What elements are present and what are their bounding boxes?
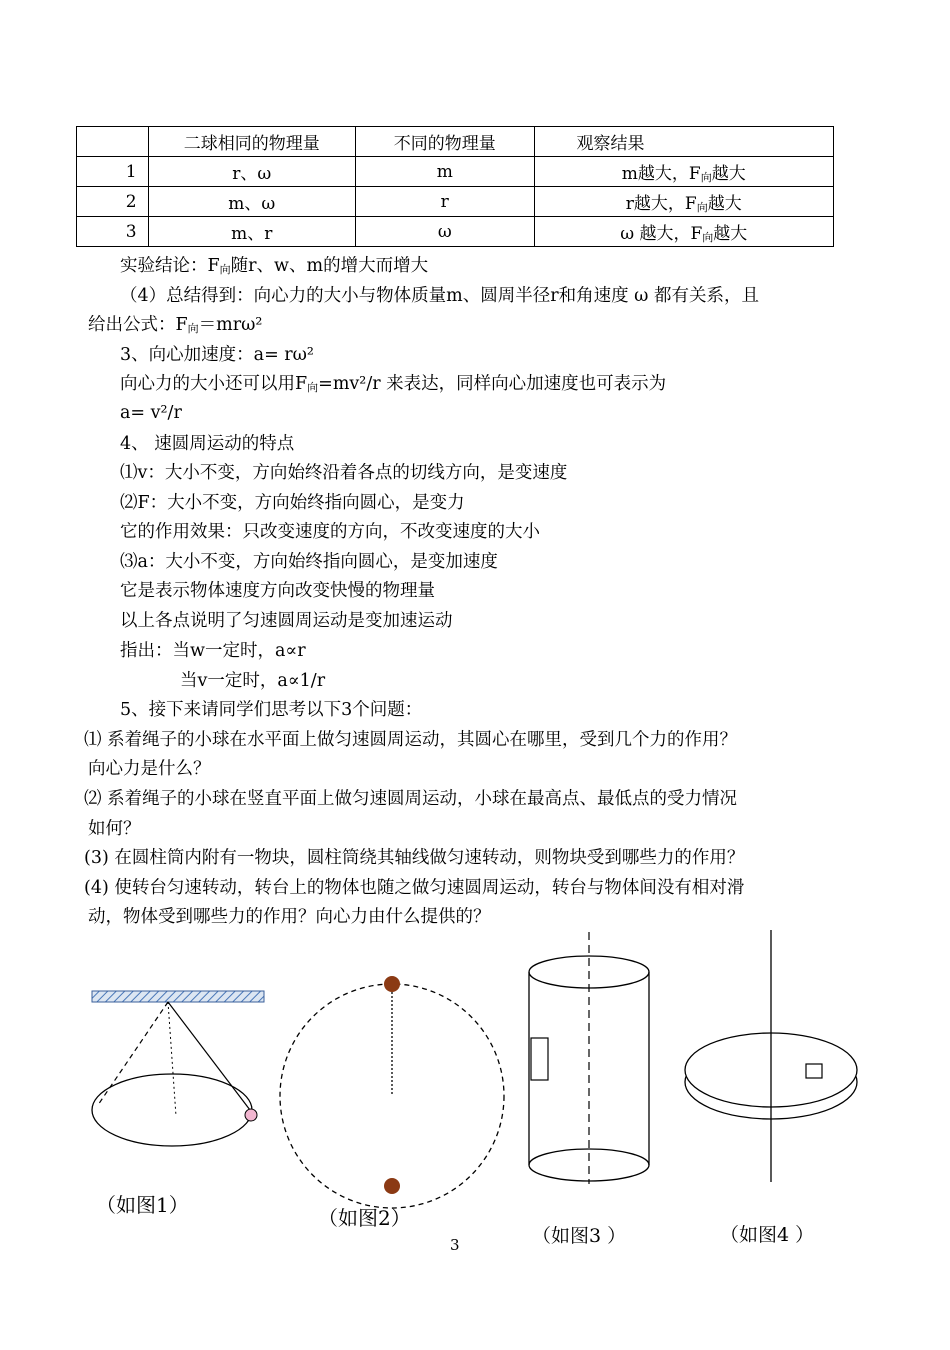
question-4: (4) 使转台匀速转动，转台上的物体也随之做匀速圆周运动，转台与物体间没有相对滑 xyxy=(84,878,745,898)
point-acceleration: ⑶a：大小不变，方向始终指向圆心，是变加速度 xyxy=(120,552,498,572)
block xyxy=(531,1038,548,1080)
table-row xyxy=(77,187,834,217)
rope-dashed xyxy=(98,1002,168,1105)
table-row xyxy=(77,217,834,247)
note-v-constant: 当v一定时，a∝1/r xyxy=(180,671,326,691)
point-force: ⑵F：大小不变，方向始终指向圆心，是变力 xyxy=(120,493,465,513)
figure-1-conical-pendulum xyxy=(92,991,264,1146)
figure-4-turntable xyxy=(685,930,857,1182)
note-omega-constant: 指出：当w一定时，a∝r xyxy=(120,641,306,661)
result-cell: m越大，$F_向$越大 xyxy=(534,157,833,187)
experiment-conclusion: 实验结论：$F_向$随r、w、m的增大而增大 xyxy=(120,256,429,276)
rope xyxy=(168,1002,250,1110)
row-number: 1 xyxy=(77,157,149,187)
different-quantity-cell: ω xyxy=(355,217,534,247)
figure-3-caption: （如图3 ） xyxy=(532,1225,627,1247)
ball-bottom xyxy=(384,1178,400,1194)
same-quantity-cell: r、ω xyxy=(148,157,355,187)
question-4-cont: 动，物体受到哪些力的作用？向心力由什么提供的？ xyxy=(88,907,491,927)
table-header-cell: 观察结果 xyxy=(534,127,833,157)
centripetal-acceleration-heading: 3、向心加速度：a= rω² xyxy=(120,345,314,365)
figure-2-vertical-circle xyxy=(280,976,504,1208)
figure-3-cylinder xyxy=(529,932,649,1184)
row-number: 3 xyxy=(77,217,149,247)
row-number: 2 xyxy=(77,187,149,217)
figure-4-caption: （如图4 ） xyxy=(720,1224,815,1246)
ball-top xyxy=(384,976,400,992)
same-quantity-cell: m、r xyxy=(148,217,355,247)
force-effect: 它的作用效果：只改变速度的方向，不改变速度的大小 xyxy=(120,522,540,542)
ceiling-mount xyxy=(92,991,264,1002)
different-quantity-cell: r xyxy=(355,187,534,217)
result-cell: ω 越大，$F_向$越大 xyxy=(534,217,833,247)
question-2-cont: 如何？ xyxy=(88,819,141,839)
acceleration-meaning: 它是表示物体速度方向改变快慢的物理量 xyxy=(120,581,435,601)
question-3: (3) 在圆柱筒内附有一物块，圆柱筒绕其轴线做匀速转动，则物块受到哪些力的作用？ xyxy=(84,848,745,868)
motion-summary: 以上各点说明了匀速圆周运动是变加速运动 xyxy=(120,611,453,631)
observation-table xyxy=(76,126,834,247)
table-header-row xyxy=(77,127,834,157)
page-number: 3 xyxy=(450,1236,460,1254)
table-header-cell: 不同的物理量 xyxy=(355,127,534,157)
question-2: ⑵ 系着绳子的小球在竖直平面上做匀速圆周运动，小球在最高点、最低点的受力情况 xyxy=(84,789,738,809)
table-header-cell: 二球相同的物理量 xyxy=(148,127,355,157)
different-quantity-cell: m xyxy=(355,157,534,187)
point-velocity: ⑴v：大小不变，方向始终沿着各点的切线方向，是变速度 xyxy=(120,463,568,483)
circular-path xyxy=(92,1074,252,1146)
figure-1-caption: （如图1） xyxy=(96,1193,189,1217)
object-on-turntable xyxy=(806,1064,822,1078)
summary-line: （4）总结得到：向心力的大小与物体质量m、圆周半径r和角速度 ω 都有关系，且 xyxy=(120,286,759,306)
question-1-cont: 向心力是什么？ xyxy=(88,759,211,779)
ball xyxy=(245,1109,257,1121)
result-cell: r越大，$F_向$越大 xyxy=(534,187,833,217)
same-quantity-cell: m、ω xyxy=(148,187,355,217)
question-1: ⑴ 系着绳子的小球在水平面上做匀速圆周运动，其圆心在哪里，受到几个力的作用？ xyxy=(84,730,738,750)
table-header-cell xyxy=(77,127,149,157)
alternate-formula-line: 向心力的大小还可以用$F_向=mv^2/r$ 来表达，同样向心加速度也可表示为 xyxy=(120,374,667,394)
axis-line xyxy=(168,1002,176,1116)
questions-heading: 5、接下来请同学们思考以下3个问题： xyxy=(120,700,423,720)
formula-line: 给出公式：$F_向=mr\omega^2$ xyxy=(88,315,263,335)
table-row xyxy=(77,157,834,187)
acceleration-formula: a= v²/r xyxy=(120,403,182,423)
figure-2-caption: （如图2） xyxy=(318,1206,411,1230)
section-heading: 4、 速圆周运动的特点 xyxy=(120,434,295,454)
